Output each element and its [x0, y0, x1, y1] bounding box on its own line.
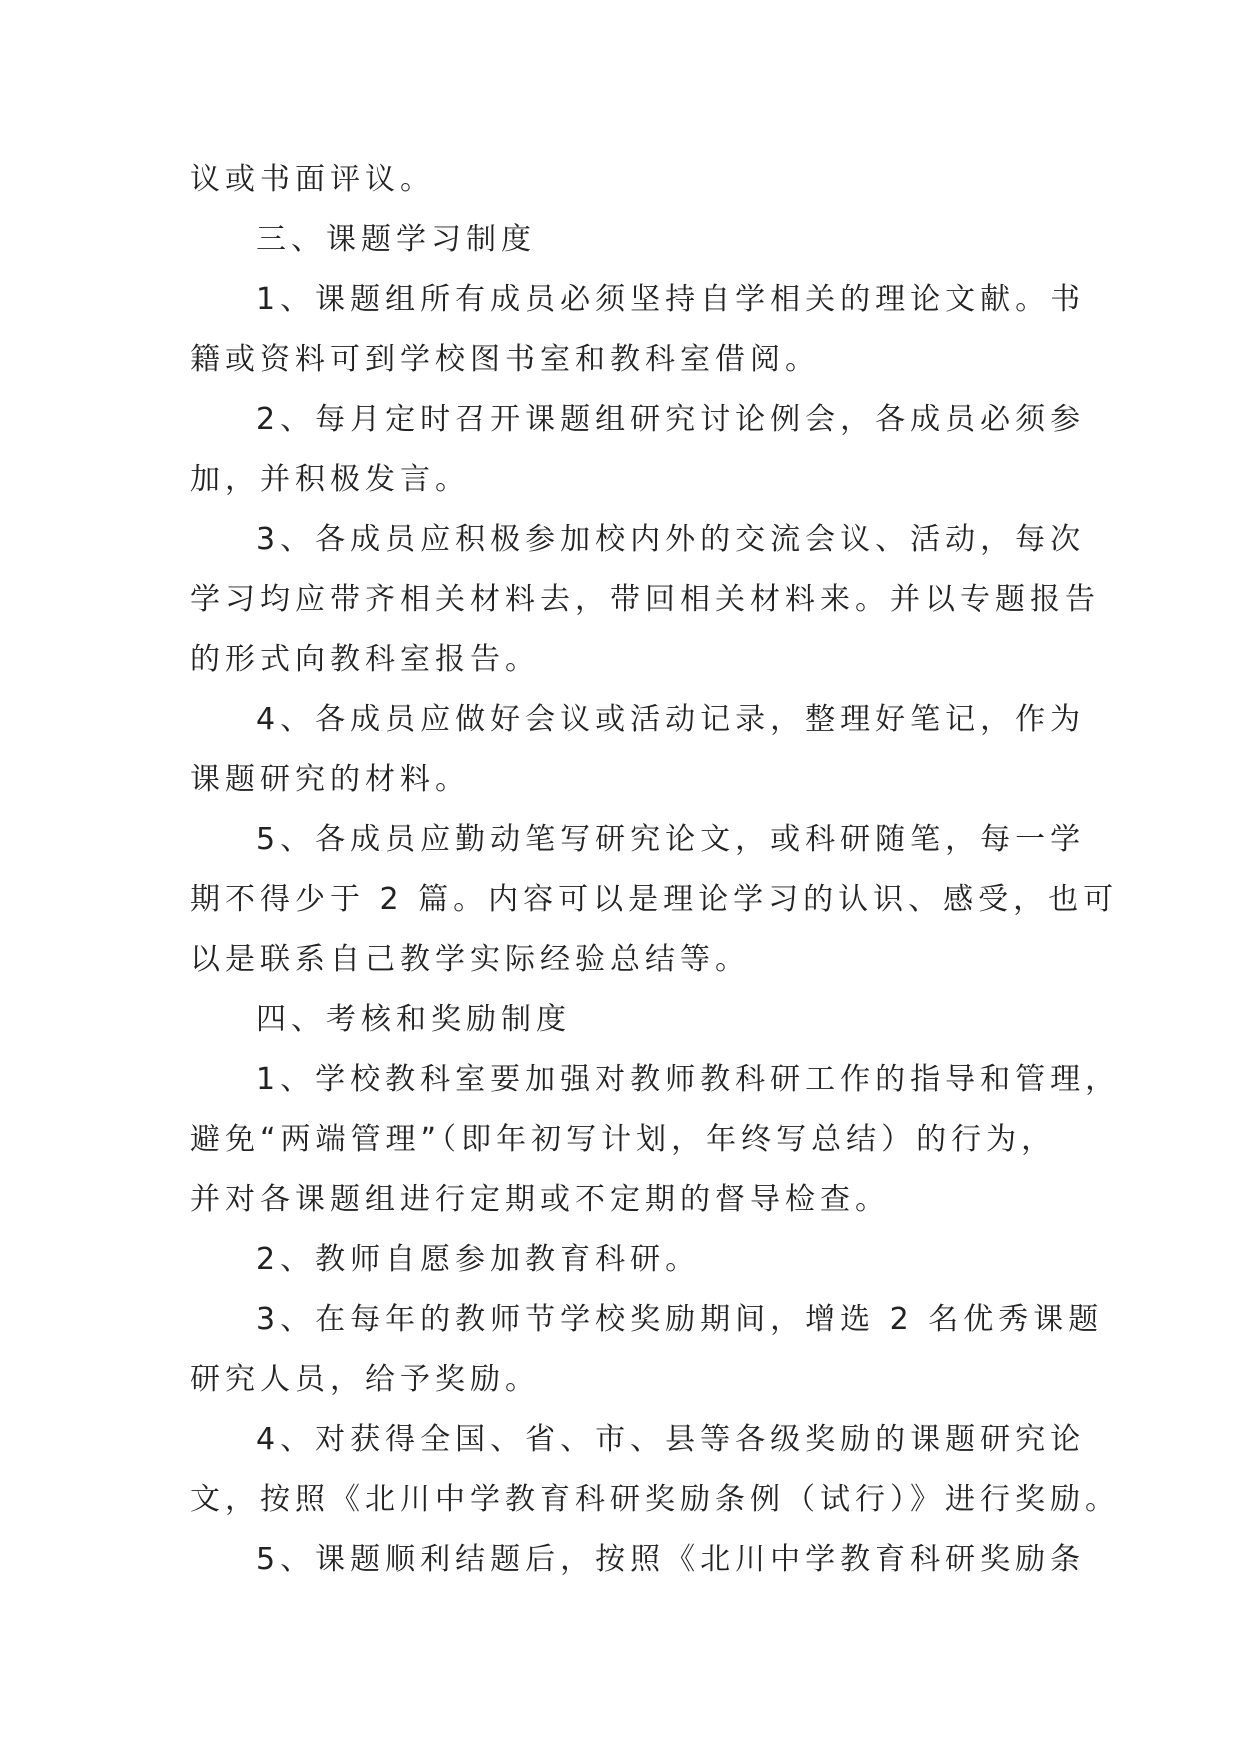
paragraph-3-4-line-1: 4、各成员应做好会议或活动记录，整理好笔记，作为 [256, 702, 1086, 737]
paragraph-4-5-line-1: 5、课题顺利结题后，按照《北川中学教育科研奖励条 [256, 1542, 1086, 1577]
paragraph-3-3-line-1: 3、各成员应积极参加校内外的交流会议、活动，每次 [256, 522, 1086, 557]
paragraph-4-2-line-1: 2、教师自愿参加教育科研。 [256, 1242, 701, 1277]
paragraph-4-4-line-2: 文，按照《北川中学教育科研奖励条例（试行）》进行奖励。 [190, 1482, 1120, 1517]
text-line-continuation: 议或书面评议。 [190, 162, 435, 197]
paragraph-3-2-line-2: 加，并积极发言。 [190, 462, 470, 497]
paragraph-4-3-line-1: 3、在每年的教师节学校奖励期间，增选 2 名优秀课题 [256, 1302, 1104, 1337]
paragraph-3-1-line-2: 籍或资料可到学校图书室和教科室借阅。 [190, 342, 820, 377]
paragraph-4-1-line-2: 避免“两端管理”（即年初写计划，年终写总结）的行为， [190, 1122, 1057, 1157]
paragraph-4-1-line-1: 1、学校教科室要加强对教师教科研工作的指导和管理， [256, 1062, 1121, 1097]
section-heading-3: 三、课题学习制度 [256, 222, 536, 257]
paragraph-3-3-line-2: 学习均应带齐相关材料去，带回相关材料来。并以专题报告 [190, 582, 1100, 617]
paragraph-3-1-line-1: 1、课题组所有成员必须坚持自学相关的理论文献。书 [256, 282, 1086, 317]
paragraph-3-4-line-2: 课题研究的材料。 [190, 762, 470, 797]
section-heading-4: 四、考核和奖励制度 [256, 1002, 571, 1037]
paragraph-4-1-line-3: 并对各课题组进行定期或不定期的督导检查。 [190, 1182, 890, 1217]
paragraph-3-5-line-3: 以是联系自己教学实际经验总结等。 [190, 942, 750, 977]
paragraph-4-3-line-2: 研究人员，给予奖励。 [190, 1362, 540, 1397]
paragraph-3-3-line-3: 的形式向教科室报告。 [190, 642, 540, 677]
document-body [190, 150, 1121, 1590]
paragraph-3-5-line-2: 期不得少于 2 篇。内容可以是理论学习的认识、感受，也可 [190, 882, 1119, 917]
paragraph-4-4-line-1: 4、对获得全国、省、市、县等各级奖励的课题研究论 [256, 1422, 1086, 1457]
paragraph-3-5-line-1: 5、各成员应勤动笔写研究论文，或科研随笔，每一学 [256, 822, 1086, 857]
paragraph-3-2-line-1: 2、每月定时召开课题组研究讨论例会，各成员必须参 [256, 402, 1086, 437]
